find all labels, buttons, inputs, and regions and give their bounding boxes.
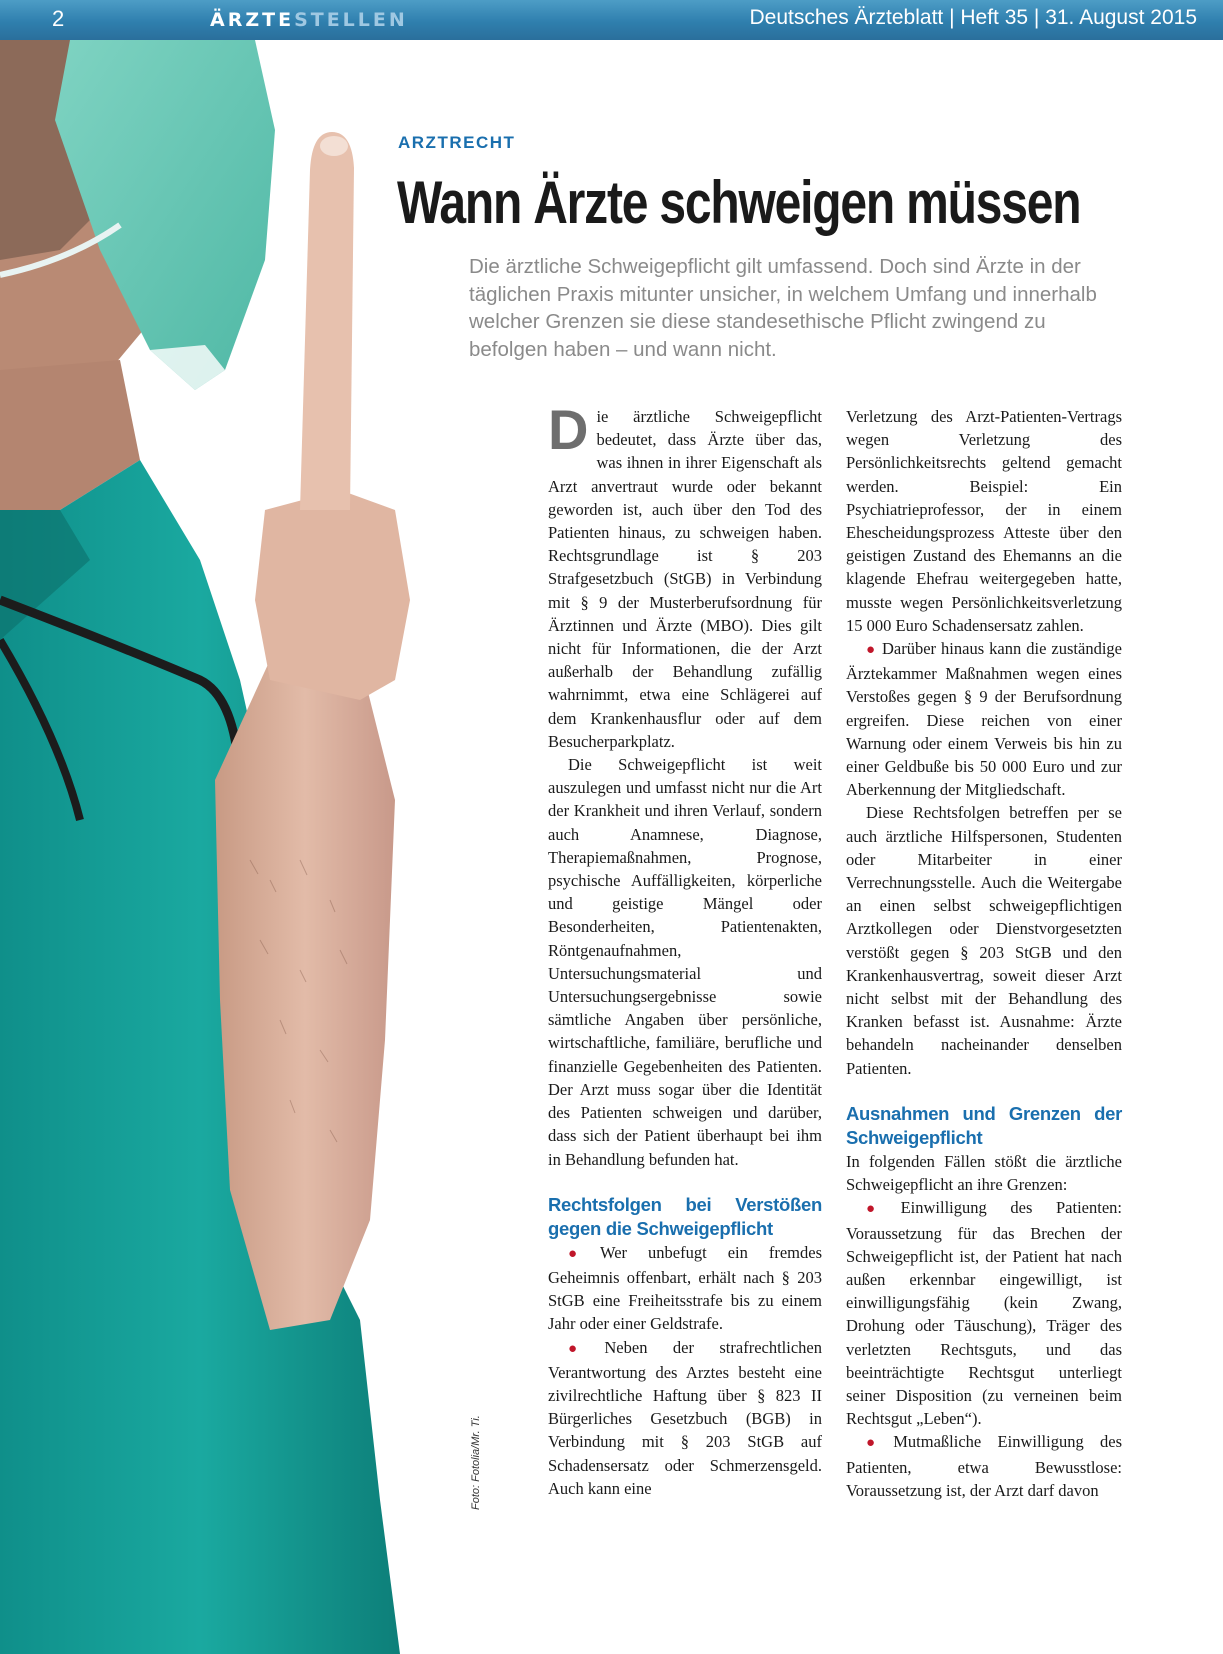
bullet-text: Mutmaßliche Einwilligung des Patienten, etwa Bewusstlose: Voraussetzung ist, der Arzt darf davon [846, 1432, 1123, 1500]
bullet-item-consent [846, 1196, 1122, 1430]
bullet-item-penalty [548, 1241, 822, 1336]
header-bar [0, 0, 1223, 40]
bullet-item-medical-chamber [846, 637, 1122, 801]
photo-credit: Foto: Fotolia/Mr. Ti. [470, 1415, 482, 1510]
section-kicker: ARZTRECHT [398, 133, 516, 152]
subhead-exceptions: Ausnahmen und Grenzen der Schweigepflicht [846, 1102, 1122, 1148]
bullet-item-presumed-consent [846, 1430, 1122, 1502]
bullet-text: Darüber hinaus kann die zuständige Ärztekammer Maßnahmen wegen eines Verstoßes gegen § 9 der Berufsordnung ergreifen. Diese reichen von einer Warnung oder einem Verweis bis hin zu einer Geldbuße bis 50 000 Euro und zur Aberkennung der Mitgliedschaft. [846, 639, 1122, 800]
bullet-icon: ● [568, 1245, 594, 1262]
subhead-legal-consequences: Rechtsfolgen bei Verstößen gegen die Schweigepflicht [548, 1193, 822, 1239]
bullet-text: Neben der strafrechtlichen Verantwortung des Arztes besteht eine zivilrechtliche Haftung über § 823 II Bürgerliches Gesetzbuch (BGB) in Verbindung mit § 203 StGB auf Schadensersatz oder Schmerzensgeld. Auch kann eine [548, 1337, 822, 1498]
bullet-icon: ● [568, 1340, 599, 1357]
paragraph-intro [548, 398, 822, 753]
brand-part-1: ÄRZTE [210, 9, 295, 31]
brand-part-2: STELLEN [294, 9, 408, 31]
section-brand [210, 9, 408, 31]
bullet-icon: ● [866, 1435, 888, 1452]
doctor-shush-photo [0, 40, 540, 1654]
body-column-2 [846, 405, 1122, 1502]
bullet-text: Wer unbefugt ein fremdes Geheimnis offenbart, erhält nach § 203 StGB eine Freiheitsstrafe bis zu einem Jahr oder einer Geldstrafe. [548, 1242, 822, 1334]
paragraph-exceptions-intro: In folgenden Fällen stößt die ärztliche Schweigepflicht an ihre Grenzen: [846, 1151, 1122, 1195]
issue-info: Deutsches Ärzteblatt | Heft 35 | 31. August 2015 [749, 6, 1197, 29]
bullet-icon: ● [866, 1201, 895, 1218]
drop-cap: D [548, 398, 589, 461]
article-headline: Wann Ärzte schweigen müssen [397, 169, 1081, 236]
paragraph-assistants: Diese Rechtsfolgen betreffen per se auch ärztliche Hilfspersonen, Studenten oder Mitarbeiter in einer Verrechnungsstelle. Auch die Weitergabe an einen selbst schweigepflichtigen Arztkollegen oder Dienstvorgesetzten verstößt gegen § 203 StGB und den Krankenhausvertrag, soweit dieser Arzt nicht selbst mit der Behandlung des Kranken befasst ist. Ausnahme: Ärzte behandeln nacheinander denselben Patienten. [846, 803, 1122, 1078]
bullet-text: Einwilligung des Patienten: Voraussetzung für das Brechen der Schweigepflicht ist, der Patient hat nach außen erkennbar eingewilligt, ist einwilligungsfähig (kein Zwang, Drohung oder Täuschung), Träger des verletzten Rechtsguts, und das beeinträchtigte Rechtsgut unterliegt seiner Disposition (zu verneinen beim Rechtsgut „Leben“). [846, 1198, 1122, 1429]
paragraph-intro-text: ie ärztliche Schweigepflicht bedeutet, dass Ärzte über das, was ihnen in ihrer Eigenschaft als Arzt anvertraut wurde oder bekannt geworden ist, auch über den Tod des Patienten hinaus, zu schweigen haben. Rechtsgrundlage ist § 203 Strafgesetzbuch (StGB) in Verbindung mit § 9 der Musterberufsordnung für Ärztinnen und Ärzte (MBO). Dies gilt nicht für Informationen, die der Arzt außerhalb der Behandlung zufällig wahrnimmt, etwa eine Schlägerei auf dem Krankenhausflur oder auf dem Besucherparkplatz. [548, 407, 822, 751]
body-column-1 [548, 398, 822, 1500]
paragraph-scope: Die Schweigepflicht ist weit auszulegen und umfasst nicht nur die Art der Krankheit und ihren Verlauf, sondern auch Anamnese, Diagnose, Therapiemaßnahmen, Prognose, psychische Auffälligkeiten, körperliche und geistige Mängel oder Besonderheiten, Patientenakten, Röntgenaufnahmen, Untersuchungsmaterial und Untersuchungsergebnisse sowie sämtliche Angaben über persönliche, wirtschaftliche, familiäre, berufliche und finanzielle Gegebenheiten des Patienten. Der Arzt muss sogar über die Identität des Patienten schweigen und darüber, dass sich der Patient überhaupt bei ihm in Behandlung befunden hat. [548, 755, 822, 1169]
bullet-icon: ● [866, 642, 876, 659]
article-lead: Die ärztliche Schweigepflicht gilt umfassend. Doch sind Ärzte in der täglichen Praxis mitunter unsicher, in welchem Umfang und innerhalb welcher Grenzen sie diese standesethische Pflicht zwingend zu befolgen haben – und wann nicht. [469, 255, 1097, 361]
page-number: 2 [52, 6, 65, 31]
paragraph-contract-violation: Verletzung des Arzt-Patienten-Vertrags wegen Verletzung des Persönlichkeitsrechts geltend gemacht werden. Beispiel: Ein Psychiatrieprofessor, der in einem Ehescheidungsprozess Atteste über den geistigen Zustand des Ehemanns an die klagende Ehefrau weitergegeben hatte, musste wegen Persönlichkeitsverletzung 15 000 Euro Schadensersatz zahlen. [846, 407, 1122, 635]
bullet-item-civil-liability [548, 1336, 822, 1500]
